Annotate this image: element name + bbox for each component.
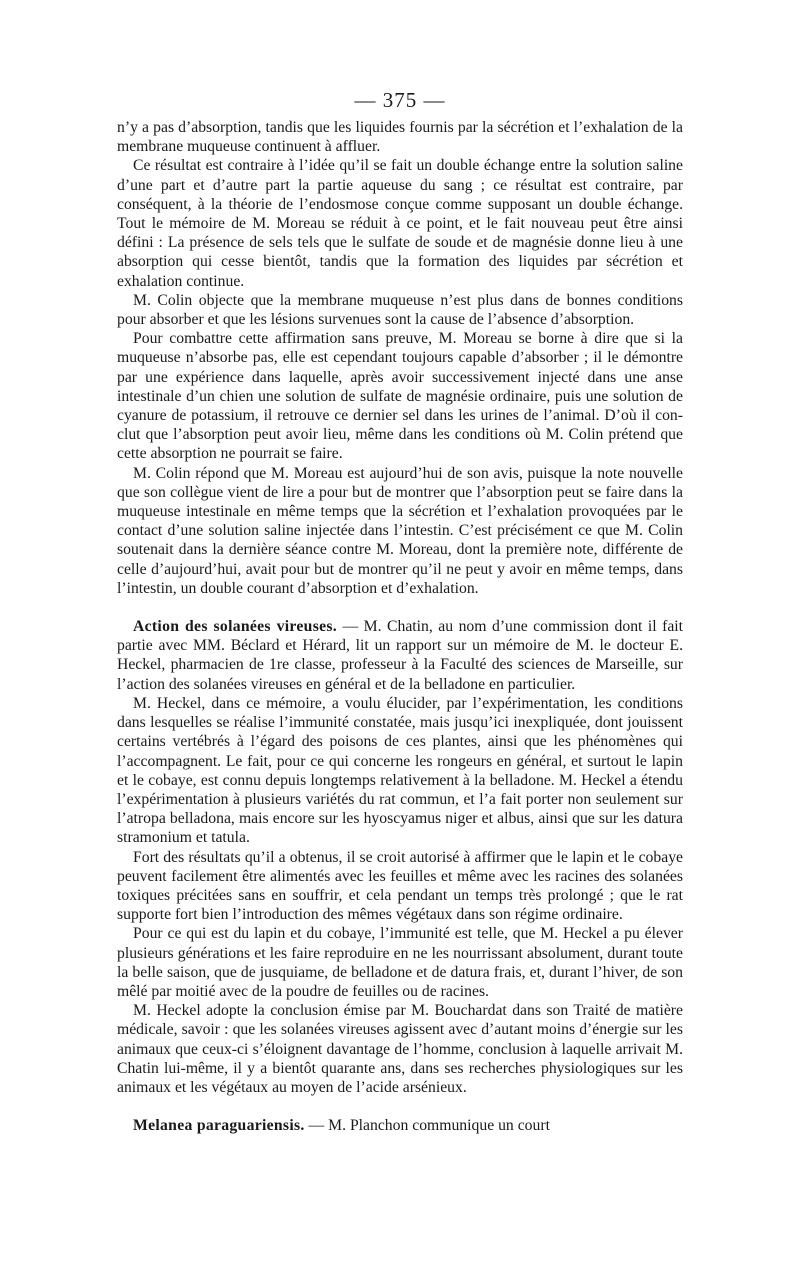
section-solanees <box>117 617 683 694</box>
paragraph-8: Pour ce qui est du lapin et du cobaye, l’immunité est telle, que M. Heckel a pu élever plusieurs générations et les faire reproduire en ne les nourrissant absolument, durant toute la belle saison, que de jusquiame, de belladone et de datura frais, et, durant l’hiver, de son mêlé par moitié avec de la poudre de feuilles ou de racines. <box>117 925 683 1000</box>
paragraph-4: Pour combattre cette affirmation sans preuve, M. Moreau se borne à dire que si la muqueuse n’absorbe pas, elle est cependant toujours capable d’absorber ; il le démontre par une expérience dans laquelle, après avoir successivement injecté dans une anse intestinale d’un chien une solution de sulfate de magnésie ordinaire, puis une solution de cyanure de potassium, il retrouve ce dernier sel dans les urines de l’animal. D’où il conclut que l’absorption peut avoir lieu, même dans les conditions où M. Colin prétend que cette absorption ne pourrait se faire. <box>117 330 683 463</box>
page-number: — 375 — <box>354 88 446 112</box>
paragraph-6: M. Heckel, dans ce mémoire, a voulu élucider, par l’expérimentation, les conditions dans lesquelles se réalise l’immunité constatée, mais jusqu’ici inexpliquée, dont jouissent certains vertébrés à l’égard des poisons de ces plantes, ainsi que les phénomènes qui l’accompagnent. Le fait, pour ce qui concerne les rongeurs en général, et surtout le lapin et le cobaye, est connu depuis longtemps relativement à la belladone. M. Heckel a étendu l’expérimentation à plusieurs variétés du rat commun, et l’a fait porter non seulement sur l’atropa belladona, mais encore sur les hyoscyamus niger et albus, ainsi que sur les datura stramonium et tatula. <box>117 694 683 847</box>
section-heading-solanees: Action des solanées vireuses. <box>133 618 337 636</box>
page-body <box>117 118 683 1135</box>
section-intro-melanea: — M. Planchon communique un court <box>304 1117 550 1135</box>
section-intro-solanees: — M. Chatin, au nom d’une commission dont il fait partie avec MM. Béclard et Hérard, lit un rapport sur un mémoire de M. le docteur E. Heckel, pharmacien de 1re classe, professeur à la Faculté des sciences de Marseille, sur l’action des solanées vireuses en général et de la belladone en particulier. <box>117 618 684 693</box>
section-melanea <box>117 1116 683 1135</box>
paragraph-5: M. Colin répond que M. Moreau est aujourd’hui de son avis, puisque la note nouvelle que son collègue vient de lire a pour but de montrer que l’absorption peut se faire dans la muqueuse intestinale en même temps que la sécrétion et l’exhalation provoquées par le contact d’une solution saline injectée dans l’intestin. C’est précisément ce que M. Colin soutenait dans la dernière séance contre M. Moreau, dont la première note, différente de celle d’aujourd’hui, avait pour but de montrer qu’il ne peut y avoir en même temps, dans l’intestin, un double courant d’absorption et d’exhalation. <box>117 464 683 597</box>
paragraph-9: M. Heckel adopte la conclusion émise par M. Bouchardat dans son Traité de matière médicale, savoir : que les solanées vireuses agissent avec d’autant moins d’énergie sur les animaux que ceux-ci s’éloignent davantage de l’homme, conclusion à laquelle arrivait M. Chatin lui-même, il y a bientôt quarante ans, dans ses recherches physiologiques sur les animaux et les végétaux au moyen de l’acide arsénieux. <box>117 1002 683 1096</box>
paragraph-1: n’y a pas d’absorption, tandis que les liquides fournis par la sécrétion et l’exhalation de la membrane muqueuse continuent à affluer. <box>117 119 683 156</box>
paragraph-7: Fort des résultats qu’il a obtenus, il se croit autorisé à affirmer que le lapin et le cobaye peuvent facilement être alimentés avec les feuilles et même avec les racines des solanées toxiques précitées sans en souffrir, et cela pendant un temps très prolongé ; que le rat supporte fort bien l’introduction des mêmes végétaux dans son régime ordinaire. <box>117 848 683 924</box>
paragraph-3: M. Colin objecte que la membrane muqueuse n’est plus dans de bonnes conditions pour absorber et que les lésions survenues sont la cause de l’absence d’absorption. <box>117 291 683 329</box>
paragraph-2: Ce résultat est contraire à l’idée qu’il se fait un double échange entre la solution saline d’une part et d’autre part la partie aqueuse du sang ; ce résultat est contraire, par conséquent, à la théorie de l’endosmose conçue comme supposant un double échange. Tout le mémoire de M. Moreau se réduit à ce point, et le fait nouveau peut être ainsi défini : La présence de sels tels que le sulfate de soude et de magnésie donne lieu à une absorption qui cesse bientôt, tandis que la formation des liquides par sécrétion et exhalation continue. <box>117 157 683 290</box>
section-heading-melanea: Melanea paraguariensis. <box>133 1117 305 1135</box>
